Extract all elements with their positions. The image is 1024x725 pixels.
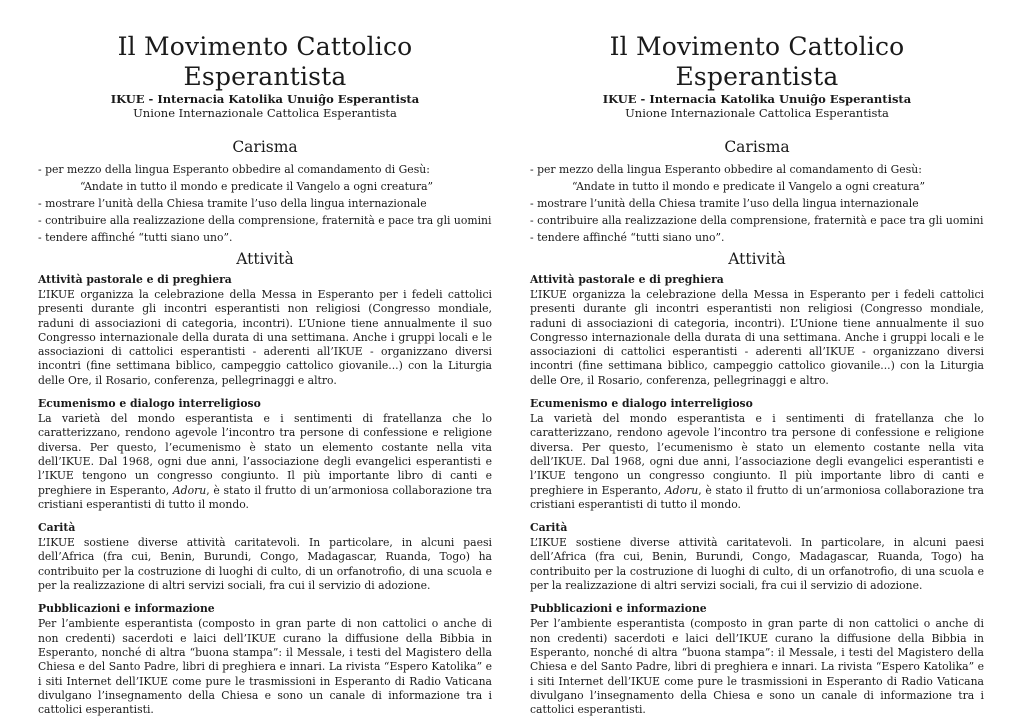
carita-section bbox=[530, 520, 984, 593]
carisma-line: - tendere affinché “tutti siano uno”. bbox=[38, 231, 233, 244]
ecumenismo-text-part: La varietà del mondo esperantista e i sentimenti di fratellanza che lo caratterizzano, rendono agevole l’incontro tra persone di confessione e religione diversa. Per questo, l’ecumenismo è stato un elemento costante nella vita dell’IKUE. Dal 1968, ogni due anni, l’associazione degli evangelici esperantisti e l’IKUE tengono un congresso congiunto. Il più importante libro di canti e preghiere in Esperanto, bbox=[530, 412, 984, 497]
pastorale-section bbox=[530, 272, 984, 388]
ecumenismo-book-title: Adoru bbox=[172, 483, 207, 497]
carita-heading: Carità bbox=[38, 521, 76, 535]
pubblicazioni-section bbox=[38, 601, 492, 717]
ecumenismo-section bbox=[38, 396, 492, 512]
pastorale-section bbox=[38, 272, 492, 388]
page-title: Il Movimento Cattolico Esperantista bbox=[117, 32, 413, 91]
page-left bbox=[38, 0, 492, 725]
pastorale-text: L’IKUE organizza la celebrazione della Messa in Esperanto per i fedeli cattolici presenti durante gli incontri esperantisti non religiosi (Congresso mondiale, raduni di associazioni di categoria, incontri). L’Unione tiene annualmente il suo Congresso internazionale della durata di una settimana. Anche i gruppi locali e le associazioni di cattolici esperantisti - aderenti all’IKUE - organizzano diversi incontri (fine settimana biblico, campeggio cattolico giovanile...) con la Liturgia delle Ore, il Rosario, conferenza, pellegrinaggi e altro. bbox=[38, 288, 492, 387]
pubblicazioni-heading: Pubblicazioni e informazione bbox=[38, 602, 215, 616]
pubblicazioni-heading: Pubblicazioni e informazione bbox=[530, 602, 707, 616]
organization-name-italian: Unione Internazionale Cattolica Esperantista bbox=[625, 106, 889, 120]
carita-heading: Carità bbox=[530, 521, 568, 535]
carisma-line: - contribuire alla realizzazione della comprensione, fraternità e pace tra gli uomini bbox=[530, 214, 984, 227]
carisma-list bbox=[530, 161, 984, 246]
carisma-line: - tendere affinché “tutti siano uno”. bbox=[530, 231, 725, 244]
ecumenismo-heading: Ecumenismo e dialogo interreligioso bbox=[38, 397, 261, 411]
carisma-quote: “Andate in tutto il mondo e predicate il Vangelo a ogni creatura” bbox=[572, 180, 926, 193]
carisma-heading: Carisma bbox=[232, 138, 298, 156]
page-right bbox=[530, 0, 984, 725]
ecumenismo-text bbox=[530, 412, 984, 512]
carisma-line: - per mezzo della lingua Esperanto obbedire al comandamento di Gesù: bbox=[38, 163, 430, 176]
organization-name-esperanto: IKUE - Internacia Katolika Unuiĝo Esperantista bbox=[110, 92, 420, 106]
ecumenismo-heading: Ecumenismo e dialogo interreligioso bbox=[530, 397, 753, 411]
ecumenismo-text-part: , è stato il frutto di un’armoniosa collaborazione tra cristiani esperantisti di tutto il mondo. bbox=[530, 483, 984, 511]
page-title: Il Movimento Cattolico Esperantista bbox=[609, 32, 905, 91]
organization-name-esperanto: IKUE - Internacia Katolika Unuiĝo Esperantista bbox=[602, 92, 912, 106]
carita-text: L’IKUE sostiene diverse attività caritatevoli. In particolare, in alcuni paesi dell’Africa (fra cui, Benin, Burundi, Congo, Madagascar, Ruanda, Togo) ha contribuito per la costruzione di luoghi di culto, di un orfanotrofio, di una scuola e per la realizzazione di altri servizi sociali, fra cui il servizio di adozione. bbox=[530, 536, 984, 593]
organization-name-italian: Unione Internazionale Cattolica Esperantista bbox=[133, 106, 397, 120]
ecumenismo-text-part: La varietà del mondo esperantista e i sentimenti di fratellanza che lo caratterizzano, rendono agevole l’incontro tra persone di confessione e religione diversa. Per questo, l’ecumenismo è stato un elemento costante nella vita dell’IKUE. Dal 1968, ogni due anni, l’associazione degli evangelici esperantisti e l’IKUE tengono un congresso congiunto. Il più importante libro di canti e preghiere in Esperanto, bbox=[38, 412, 492, 497]
attivita-heading: Attività bbox=[728, 250, 786, 268]
pubblicazioni-text: Per l’ambiente esperantista (composto in gran parte di non cattolici o anche di non credenti) sacerdoti e laici dell’IKUE curano la diffusione della Bibbia in Esperanto, nonché di altra “buona stampa”: il Messale, i testi del Magistero della Chiesa e del Santo Padre, libri di preghiera e innari. La rivista “Espero Katolika” e i siti Internet dell’IKUE come pure le trasmissioni in Esperanto di Radio Vaticana divulgano l’insegnamento della Chiesa e sono un canale di informazione tra i cattolici esperantisti. bbox=[530, 617, 984, 717]
pastorale-text: L’IKUE organizza la celebrazione della Messa in Esperanto per i fedeli cattolici presenti durante gli incontri esperantisti non religiosi (Congresso mondiale, raduni di associazioni di categoria, incontri). L’Unione tiene annualmente il suo Congresso internazionale della durata di una settimana. Anche i gruppi locali e le associazioni di cattolici esperantisti - aderenti all’IKUE - organizzano diversi incontri (fine settimana biblico, campeggio cattolico giovanile...) con la Liturgia delle Ore, il Rosario, conferenza, pellegrinaggi e altro. bbox=[530, 288, 984, 387]
carisma-line: - mostrare l’unità della Chiesa tramite l’uso della lingua internazionale bbox=[530, 197, 919, 210]
ecumenismo-text-part: , è stato il frutto di un’armoniosa collaborazione tra cristiani esperantisti di tutto il mondo. bbox=[38, 483, 492, 511]
attivita-heading: Attività bbox=[236, 250, 294, 268]
carisma-quote: “Andate in tutto il mondo e predicate il Vangelo a ogni creatura” bbox=[80, 180, 434, 193]
carita-section bbox=[38, 520, 492, 593]
carisma-line: - mostrare l’unità della Chiesa tramite l’uso della lingua internazionale bbox=[38, 197, 427, 210]
pastorale-heading: Attività pastorale e di preghiera bbox=[530, 273, 724, 286]
carisma-heading: Carisma bbox=[724, 138, 790, 156]
carita-text: L’IKUE sostiene diverse attività caritatevoli. In particolare, in alcuni paesi dell’Africa (fra cui, Benin, Burundi, Congo, Madagascar, Ruanda, Togo) ha contribuito per la costruzione di luoghi di culto, di un orfanotrofio, di una scuola e per la realizzazione di altri servizi sociali, fra cui il servizio di adozione. bbox=[38, 536, 492, 593]
pubblicazioni-section bbox=[530, 601, 984, 717]
ecumenismo-section bbox=[530, 396, 984, 512]
pubblicazioni-text: Per l’ambiente esperantista (composto in gran parte di non cattolici o anche di non credenti) sacerdoti e laici dell’IKUE curano la diffusione della Bibbia in Esperanto, nonché di altra “buona stampa”: il Messale, i testi del Magistero della Chiesa e del Santo Padre, libri di preghiera e innari. La rivista “Espero Katolika” e i siti Internet dell’IKUE come pure le trasmissioni in Esperanto di Radio Vaticana divulgano l’insegnamento della Chiesa e sono un canale di informazione tra i cattolici esperantisti. bbox=[38, 617, 492, 717]
carisma-line: - contribuire alla realizzazione della comprensione, fraternità e pace tra gli uomini bbox=[38, 214, 492, 227]
ecumenismo-text bbox=[38, 412, 492, 512]
pastorale-heading: Attività pastorale e di preghiera bbox=[38, 273, 232, 286]
ecumenismo-book-title: Adoru bbox=[664, 483, 699, 497]
carisma-line: - per mezzo della lingua Esperanto obbedire al comandamento di Gesù: bbox=[530, 163, 922, 176]
carisma-list bbox=[38, 161, 492, 246]
